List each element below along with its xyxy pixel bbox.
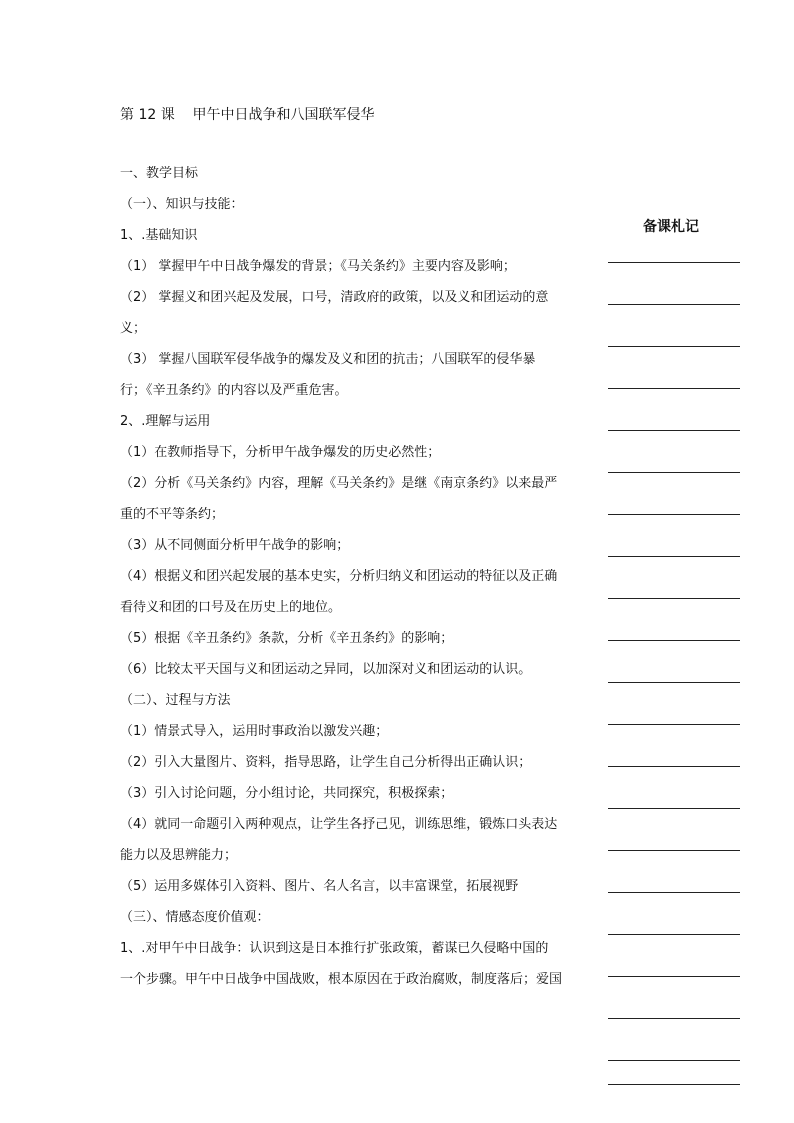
body-line: 行；《辛丑条约》的内容以及严重危害。 (120, 383, 348, 398)
notes-rule-line (608, 682, 740, 683)
notes-rule-line (608, 892, 740, 893)
body-line: （二）、过程与方法 (120, 693, 231, 708)
body-line: （5）根据《辛丑条约》条款，分析《辛丑条约》的影响； (120, 631, 454, 646)
body-line: （三）、情感态度价值观： (120, 910, 270, 925)
notes-rule-line (608, 598, 740, 599)
notes-rule-line (608, 724, 740, 725)
notes-rule-line (608, 346, 740, 347)
notes-rule-line (608, 1084, 740, 1085)
notes-rule-line (608, 1018, 740, 1019)
body-line: （1）在教师指导下，分析甲午战争爆发的历史必然性； (120, 445, 441, 460)
lesson-title: 第 12 课 甲午中日战争和八国联军侵华 (120, 107, 375, 123)
body-line: （3）从不同侧面分析甲午战争的影响； (120, 538, 350, 553)
notes-rule-line (608, 430, 740, 431)
body-line: （5）运用多媒体引入资料、图片、名人名言，以丰富课堂，拓展视野 (120, 879, 519, 894)
notes-rule-line (608, 262, 740, 263)
body-line: （2） 掌握义和团兴起及发展，口号，清政府的政策，以及义和团运动的意 (120, 290, 549, 305)
notes-rule-line (608, 304, 740, 305)
notes-rule-line (608, 934, 740, 935)
notes-rule-line (608, 850, 740, 851)
body-line: （1） 掌握甲午中日战争爆发的背景；《马关条约》主要内容及影响； (120, 259, 516, 274)
body-line: （2）引入大量图片、资料，指导思路，让学生自己分析得出正确认识； (120, 755, 532, 770)
notes-rule-line (608, 556, 740, 557)
body-line: 2、.理解与运用 (120, 414, 211, 429)
body-line: （3）引入讨论问题，分小组讨论，共同探究，积极探索； (120, 786, 454, 801)
body-line: 一、教学目标 (120, 166, 199, 181)
body-line: （4）就同一命题引入两种观点，让学生各抒己见，训练思维，锻炼口头表达 (120, 817, 558, 832)
body-line: 1、.对甲午中日战争：认识到这是日本推行扩张政策，蓄谋已久侵略中国的 (120, 941, 549, 956)
body-line: （一）、知识与技能： (120, 197, 244, 212)
body-line: （6）比较太平天国与义和团运动之异同，以加深对义和团运动的认识。 (120, 662, 532, 677)
notes-rule-line (608, 1060, 740, 1061)
body-line: 一个步骤。甲午中日战争中国战败，根本原因在于政治腐败，制度落后；爱国 (120, 972, 563, 987)
body-line: （3） 掌握八国联军侵华战争的爆发及义和团的抗击；八国联军的侵华暴 (120, 352, 536, 367)
body-line: 义； (120, 321, 147, 336)
lesson-body (120, 166, 590, 1003)
body-line: （1）情景式导入，运用时事政治以激发兴趣； (120, 724, 389, 739)
notes-rule-line (608, 388, 740, 389)
body-line: 1、.基础知识 (120, 228, 198, 243)
body-line: 看待义和团的口号及在历史上的地位。 (120, 600, 342, 615)
notes-rule-line (608, 766, 740, 767)
notes-rule-line (608, 514, 740, 515)
notes-rule-line (608, 640, 740, 641)
body-line: 能力以及思辨能力； (120, 848, 238, 863)
notes-column-title: 备课札记 (643, 219, 699, 235)
notes-rule-line (608, 808, 740, 809)
body-line: 重的不平等条约； (120, 507, 225, 522)
body-line: （4）根据义和团兴起发展的基本史实，分析归纳义和团运动的特征以及正确 (120, 569, 558, 584)
body-line: （2）分析《马关条约》内容，理解《马关条约》是继《南京条约》以来最严 (120, 476, 558, 491)
notes-rule-line (608, 976, 740, 977)
notes-rule-line (608, 472, 740, 473)
